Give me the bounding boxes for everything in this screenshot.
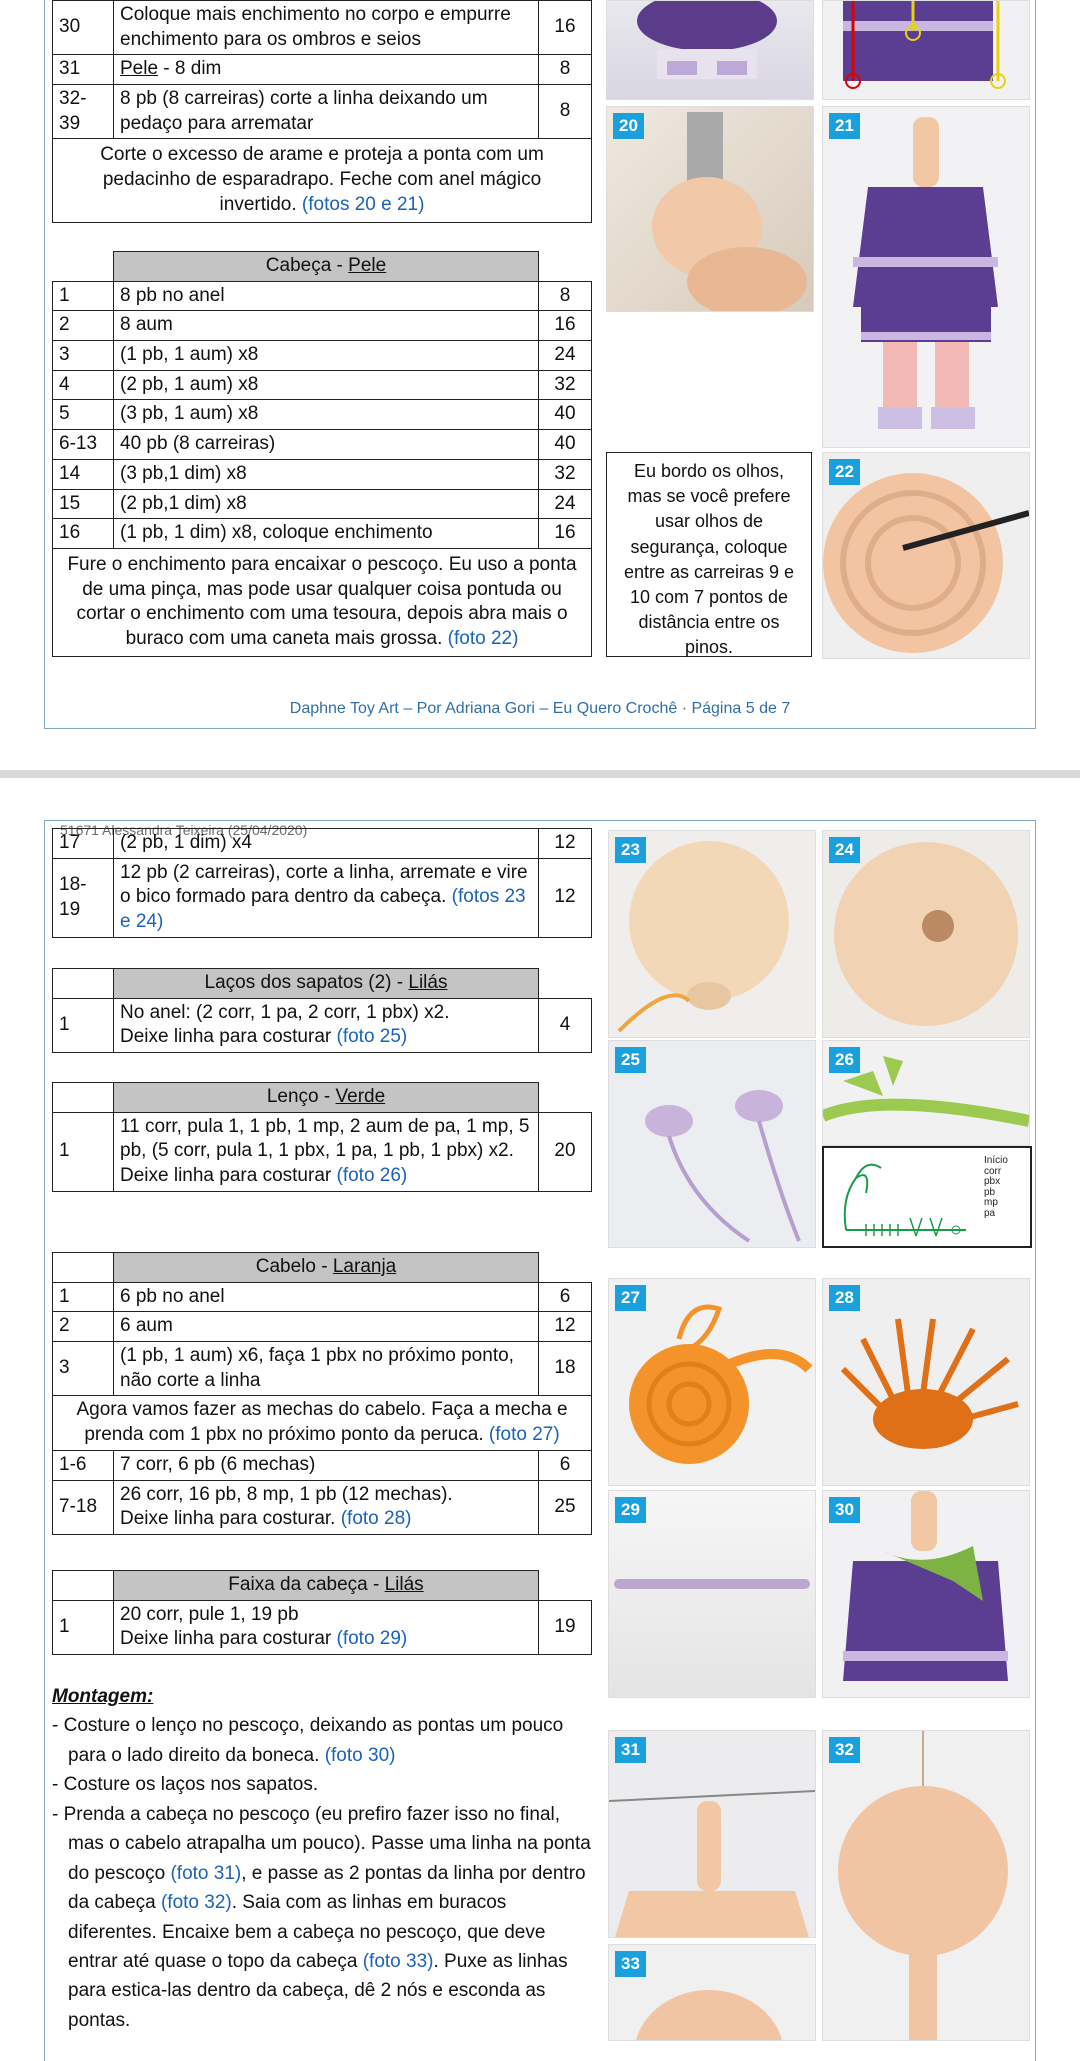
assembly-section xyxy=(52,1682,592,2035)
header-empty xyxy=(539,1571,592,1601)
row-instruction xyxy=(114,55,539,85)
photo-32 xyxy=(822,1730,1030,2041)
row-instruction-text: Deixe linha para costurar xyxy=(120,1628,332,1650)
photo-19b-partial xyxy=(822,0,1030,100)
photo-number-badge: 30 xyxy=(829,1497,860,1523)
photo-number-badge: 28 xyxy=(829,1285,860,1311)
table-title: Faixa da cabeça - Lilás xyxy=(114,1571,539,1601)
table-row xyxy=(53,430,592,460)
table-row xyxy=(53,1480,592,1534)
assembly-step xyxy=(52,1711,592,1770)
row-instruction: 8 pb (8 carreiras) corte a linha deixando um pedaço para arrematar xyxy=(114,85,539,139)
head-table xyxy=(52,251,592,657)
row-number: 1 xyxy=(53,1112,114,1191)
photo-26 xyxy=(822,1040,1030,1146)
table-header-row xyxy=(53,1083,592,1113)
shoe-bows-table xyxy=(52,968,592,1053)
page-6 xyxy=(0,800,1080,2039)
headband-table xyxy=(52,1570,592,1655)
table-row xyxy=(53,548,592,656)
row-number: 4 xyxy=(53,370,114,400)
assembly-step xyxy=(52,1770,592,1799)
table-row xyxy=(53,1,592,55)
photo-19-partial xyxy=(606,0,814,100)
row-count: 32 xyxy=(539,370,592,400)
row-instruction: (2 pb,1 dim) x8 xyxy=(114,489,539,519)
row-instruction-text: Deixe linha para costurar xyxy=(120,1165,332,1187)
row-number: 17 xyxy=(53,829,114,859)
photo-reference-link[interactable]: (fotos 20 e 21) xyxy=(301,193,425,215)
assembly-title: Montagem: xyxy=(52,1686,154,1707)
row-count: 16 xyxy=(539,1,592,55)
table-row xyxy=(53,311,592,341)
row-instruction: 7 corr, 6 pb (6 mechas) xyxy=(114,1450,539,1480)
photo-reference-link[interactable]: (foto 31) xyxy=(170,1862,242,1884)
header-empty xyxy=(539,1083,592,1113)
row-count: 20 xyxy=(539,1112,592,1191)
table-row xyxy=(53,341,592,371)
legend-item: pa xyxy=(984,1207,996,1219)
row-count: 24 xyxy=(539,341,592,371)
legend-item: pb xyxy=(984,1186,996,1198)
table-title-part: Faixa da cabeça xyxy=(228,1574,368,1595)
row-instruction: (3 pb, 1 aum) x8 xyxy=(114,400,539,430)
row-instruction: (2 pb, 1 aum) x8 xyxy=(114,370,539,400)
row-count: 6 xyxy=(539,1282,592,1312)
table-row xyxy=(53,370,592,400)
row-number: 16 xyxy=(53,519,114,549)
footer-text: Daphne Toy Art – Por Adriana Gori – Eu Quero Crochê · Página 5 de 7 xyxy=(289,700,791,717)
photo-24 xyxy=(822,830,1030,1038)
row-count: 16 xyxy=(539,519,592,549)
photo-reference-link[interactable]: (foto 33) xyxy=(362,1950,434,1972)
watermark-text: 51671 Alessandra Teixeira (25/04/2020) xyxy=(60,822,308,838)
table-note xyxy=(53,139,592,222)
row-number: 1 xyxy=(53,1282,114,1312)
assembly-step-text: - Costure o lenço no pescoço, deixando as pontas um pouco para o lado direito da boneca. xyxy=(52,1715,564,1766)
table-row xyxy=(53,1282,592,1312)
table-row xyxy=(53,139,592,222)
legend-item: mp xyxy=(984,1197,998,1208)
row-count: 12 xyxy=(539,858,592,937)
row-count: 12 xyxy=(539,1312,592,1342)
row-instruction: (1 pb, 1 dim) x8, coloque enchimento xyxy=(114,519,539,549)
header-empty xyxy=(53,252,114,282)
side-note-text: Eu bordo os olhos, mas se você prefere usar olhos de segurança, coloque entre as carreiras 9 e 10 com 7 pontos de distância entre os pinos. xyxy=(623,461,795,658)
legend-item: corr xyxy=(984,1165,1002,1177)
row-instruction: 40 pb (8 carreiras) xyxy=(114,430,539,460)
row-count: 8 xyxy=(539,85,592,139)
row-instruction-text: 12 pb (2 carreiras), corte a linha, arremate e vire o bico formado para dentro da cabeça. xyxy=(120,861,528,908)
row-count: 6 xyxy=(539,1450,592,1480)
table-row xyxy=(53,459,592,489)
row-number: 32-39 xyxy=(53,85,114,139)
row-instruction: 6 aum xyxy=(114,1312,539,1342)
photo-31 xyxy=(608,1730,816,1938)
row-instruction xyxy=(114,998,539,1052)
assembly-step-text: . Puxe as linhas para estica-las dentro da cabeça, dê 2 nós e esconda as pontas. xyxy=(68,1950,568,2031)
note-text: Fure o enchimento para encaixar o pescoço. Eu uso a ponta de uma pinça, mas pode usar qualquer coisa pontuda ou cortar o enchimento com uma tesoura, depois abra mais o buraco com uma caneta mais grossa. xyxy=(67,553,577,649)
table-header-row xyxy=(53,1253,592,1283)
hair-table xyxy=(52,1252,592,1535)
header-empty xyxy=(539,1253,592,1283)
row-count: 40 xyxy=(539,430,592,460)
photo-reference-link[interactable]: (foto 28) xyxy=(340,1508,412,1530)
row-number: 18-19 xyxy=(53,858,114,937)
doll-legs-photo xyxy=(607,1,813,99)
photo-23 xyxy=(608,830,816,1038)
row-number: 3 xyxy=(53,1342,114,1396)
row-count: 8 xyxy=(539,281,592,311)
table-row xyxy=(53,55,592,85)
table-row xyxy=(53,85,592,139)
row-number: 3 xyxy=(53,341,114,371)
row-instruction-text: Deixe linha para costurar xyxy=(120,1026,332,1048)
table-title-part: Cabelo xyxy=(255,1256,316,1277)
row-count: 12 xyxy=(539,829,592,859)
photo-number-badge: 27 xyxy=(615,1285,646,1311)
header-empty xyxy=(539,969,592,999)
diagram-legend xyxy=(984,1156,1008,1219)
row-instruction-text: 20 corr, pule 1, 19 pb xyxy=(120,1603,299,1625)
table-row xyxy=(53,1112,592,1191)
photo-number-badge: 22 xyxy=(829,459,860,485)
photo-27 xyxy=(608,1278,816,1486)
table-header-row xyxy=(53,1571,592,1601)
note-text: Corte o excesso de arame e proteja a ponta com um pedacinho de esparadrapo. Feche com anel mágico invertido. xyxy=(100,144,544,215)
row-count: 32 xyxy=(539,459,592,489)
table-title: Cabelo - Laranja xyxy=(114,1253,539,1283)
row-count: 4 xyxy=(539,998,592,1052)
table-title: Laços dos sapatos (2) - Lilás xyxy=(114,969,539,999)
row-count: 16 xyxy=(539,311,592,341)
row-count: 25 xyxy=(539,1480,592,1534)
photo-reference-link[interactable]: (fotos 23 e 24) xyxy=(120,886,526,933)
table-row xyxy=(53,1450,592,1480)
row-instruction: 8 pb no anel xyxy=(114,281,539,311)
table-row xyxy=(53,400,592,430)
photo-28 xyxy=(822,1278,1030,1486)
photo-number-badge: 20 xyxy=(613,113,644,139)
table-header-row xyxy=(53,969,592,999)
color-name: Verde xyxy=(335,1086,386,1107)
table-row xyxy=(53,998,592,1052)
row-instruction: Coloque mais enchimento no corpo e empurre enchimento para os ombros e seios xyxy=(114,1,539,55)
table-row xyxy=(53,1396,592,1450)
row-instruction xyxy=(114,1480,539,1534)
row-number: 30 xyxy=(53,1,114,55)
assembly-step-text: - Costure os laços nos sapatos. xyxy=(52,1774,319,1796)
row-instruction xyxy=(114,858,539,937)
table-note xyxy=(53,548,592,656)
row-number: 1 xyxy=(53,281,114,311)
row-instruction xyxy=(114,1600,539,1654)
row-number: 14 xyxy=(53,459,114,489)
row-count: 8 xyxy=(539,55,592,85)
photo-33 xyxy=(608,1944,816,2041)
row-instruction-text: No anel: (2 corr, 1 pa, 2 corr, 1 pbx) x2. xyxy=(120,1001,450,1023)
header-empty xyxy=(53,1253,114,1283)
table-row xyxy=(53,858,592,937)
photo-reference-link[interactable]: (foto 22) xyxy=(447,627,519,649)
table-row xyxy=(53,281,592,311)
photo-29 xyxy=(608,1490,816,1698)
row-number: 7-18 xyxy=(53,1480,114,1534)
row-instruction xyxy=(114,1112,539,1191)
doll-skirt-photo xyxy=(823,1,1029,99)
legend-item: pbx xyxy=(984,1176,1001,1187)
photo-number-badge: 26 xyxy=(829,1047,860,1073)
photo-30 xyxy=(822,1490,1030,1698)
color-name: Lilás xyxy=(408,972,448,993)
note-text: Agora vamos fazer as mechas do cabelo. Faça a mecha e prenda com 1 pbx no próximo ponto da peruca. xyxy=(76,1399,568,1446)
row-count: 19 xyxy=(539,1600,592,1654)
row-count: 18 xyxy=(539,1342,592,1396)
row-number: 15 xyxy=(53,489,114,519)
table-title-part: Lenço xyxy=(266,1086,319,1107)
assembly-step-text: - Prenda a cabeça no pescoço (eu prefiro fazer isso no final, mas o cabelo atrapalha um pouco). Passe uma linha na ponta do pescoço xyxy=(52,1803,591,1884)
stitch-diagram xyxy=(826,1148,976,1244)
assembly-step xyxy=(52,1800,592,2036)
photo-reference-link[interactable]: (foto 29) xyxy=(336,1628,408,1650)
header-empty xyxy=(53,1083,114,1113)
row-number: 1 xyxy=(53,998,114,1052)
table-row xyxy=(53,1312,592,1342)
assembly-step-text: , e passe as 2 pontas da linha por dentro da cabeça xyxy=(68,1862,586,1914)
photo-number-badge: 24 xyxy=(829,837,860,863)
photo-20 xyxy=(606,106,814,312)
row-number: 6-13 xyxy=(53,430,114,460)
photo-reference-link[interactable]: (foto 30) xyxy=(324,1744,396,1766)
row-number: 2 xyxy=(53,311,114,341)
table-row xyxy=(53,1342,592,1396)
scarf-chart xyxy=(822,1146,1032,1248)
table-header-row xyxy=(53,252,592,282)
page-divider xyxy=(0,770,1080,778)
photo-number-badge: 21 xyxy=(829,113,860,139)
header-empty xyxy=(53,969,114,999)
row-instruction: (3 pb,1 dim) x8 xyxy=(114,459,539,489)
table-title: Cabeça - Pele xyxy=(114,252,539,282)
legend-item: Início xyxy=(984,1155,1008,1166)
header-empty xyxy=(539,252,592,282)
row-number: 1 xyxy=(53,1600,114,1654)
table-note xyxy=(53,1396,592,1450)
photo-number-badge: 25 xyxy=(615,1047,646,1073)
row-instruction: (1 pb, 1 aum) x8 xyxy=(114,341,539,371)
photo-number-badge: 31 xyxy=(615,1737,646,1763)
row-number: 5 xyxy=(53,400,114,430)
row-count: 24 xyxy=(539,489,592,519)
page-footer xyxy=(0,700,1080,718)
row-count: 40 xyxy=(539,400,592,430)
photo-21 xyxy=(822,106,1030,448)
head-continuation-table xyxy=(52,828,592,938)
eyes-side-note xyxy=(606,452,812,657)
color-name: Laranja xyxy=(332,1256,397,1277)
row-instruction: (2 pb, 1 dim) x4 xyxy=(114,829,539,859)
header-empty xyxy=(53,1571,114,1601)
row-instruction-text: Deixe linha para costurar. xyxy=(120,1508,336,1530)
row-number: 31 xyxy=(53,55,114,85)
scarf-table xyxy=(52,1082,592,1192)
table-title-part: Cabeça xyxy=(265,255,332,276)
color-name: Pele xyxy=(348,255,387,276)
assembly-step-text: . Saia com as linhas em buracos diferentes. Encaixe bem a cabeça no pescoço, que deve entrar até quase o topo da cabeça xyxy=(68,1892,546,1972)
row-instruction-text: 11 corr, pula 1, 1 pb, 1 mp, 2 aum de pa, 1 mp, 5 pb, (5 corr, pula 1, 1 pbx, 1 pa, 1 pb, 1 pbx) x2. xyxy=(120,1115,530,1162)
photo-number-badge: 33 xyxy=(615,1951,646,1977)
photo-reference-link[interactable]: (foto 25) xyxy=(336,1026,408,1048)
table-title-part: Laços dos sapatos (2) xyxy=(204,972,392,993)
doll-body-photo xyxy=(823,107,1029,447)
row-instruction: (1 pb, 1 aum) x6, faça 1 pbx no próximo ponto, não corte a linha xyxy=(114,1342,539,1396)
photo-reference-link[interactable]: (foto 27) xyxy=(488,1424,560,1446)
table-title: Lenço - Verde xyxy=(114,1083,539,1113)
photo-reference-link[interactable]: (foto 26) xyxy=(336,1165,408,1187)
row-instruction: 6 pb no anel xyxy=(114,1282,539,1312)
photo-25 xyxy=(608,1040,816,1248)
table-row xyxy=(53,519,592,549)
color-name: Pele xyxy=(120,58,159,80)
row-number: 1-6 xyxy=(53,1450,114,1480)
photo-22 xyxy=(822,452,1030,659)
row-instruction: 8 aum xyxy=(114,311,539,341)
photo-reference-link[interactable]: (foto 32) xyxy=(160,1892,232,1914)
page-5 xyxy=(0,0,1080,775)
photo-number-badge: 32 xyxy=(829,1737,860,1763)
color-name: Lilás xyxy=(384,1574,424,1595)
photo-number-badge: 23 xyxy=(615,837,646,863)
row-number: 2 xyxy=(53,1312,114,1342)
row-instruction-text: - 8 dim xyxy=(158,58,222,80)
photo-number-badge: 29 xyxy=(615,1497,646,1523)
table-row xyxy=(53,1600,592,1654)
body-continuation-table xyxy=(52,0,592,223)
head-thread-photo xyxy=(823,1731,1029,2040)
table-row xyxy=(53,829,592,859)
table-row xyxy=(53,489,592,519)
row-instruction-text: 26 corr, 16 pb, 8 mp, 1 pb (12 mechas). xyxy=(120,1483,453,1505)
